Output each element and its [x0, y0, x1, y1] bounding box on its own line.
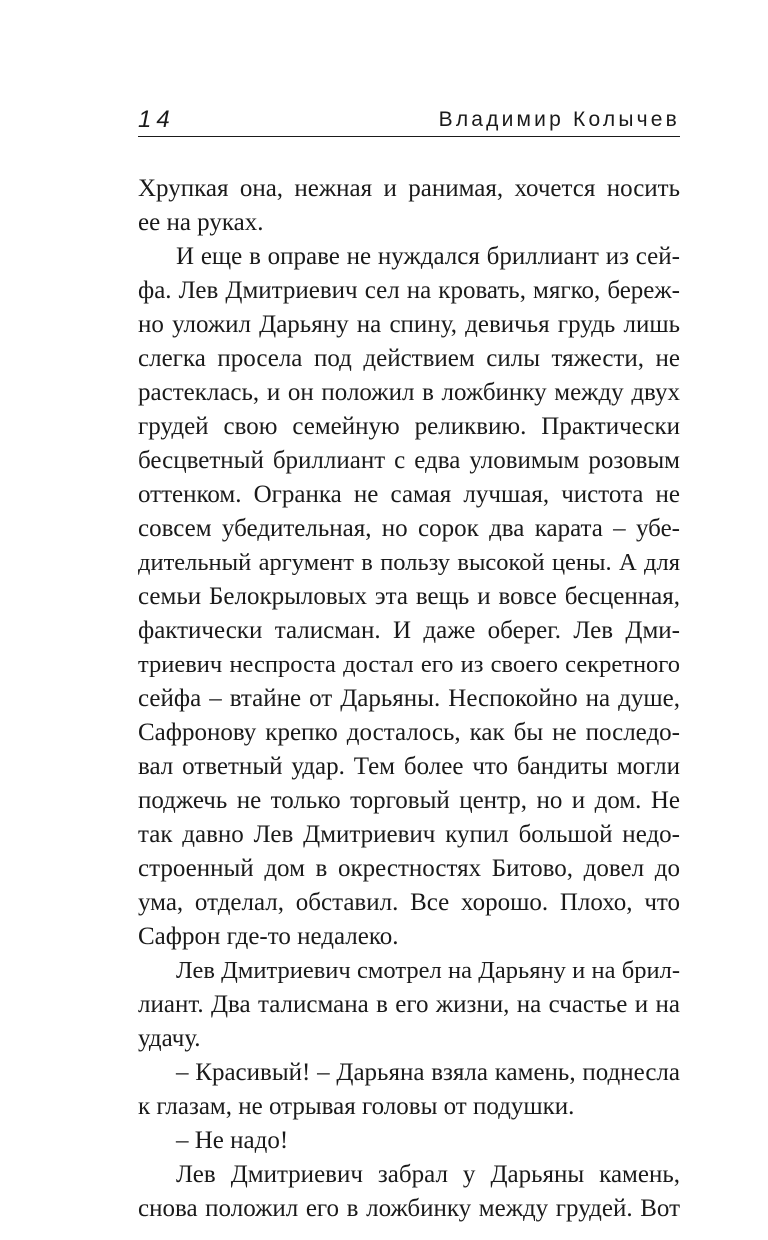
text-line: Сафронову крепко досталось, как бы не последо- — [138, 719, 680, 746]
text-line: поджечь не только торговый центр, но и дом. Не — [138, 787, 680, 814]
text-line: сейфа – втайне от Дарьяны. Неспокойно на душе, — [138, 685, 680, 712]
text-line: так давно Лев Дмитриевич купил большой недо- — [138, 821, 680, 848]
text-line: растеклась, и он положил в ложбинку между двух — [138, 379, 680, 406]
text-line: слегка просела под действием силы тяжести, не — [138, 345, 680, 372]
text-line: фа. Лев Дмитриевич сел на кровать, мягко, береж- — [138, 277, 680, 304]
text-line: – Не надо! — [176, 1127, 289, 1154]
text-line: лиант. Два талисмана в его жизни, на счастье и на — [138, 991, 680, 1018]
header-rule — [138, 136, 680, 137]
text-line: но уложил Дарьяну на спину, девичья грудь лишь — [138, 311, 680, 338]
text-line: Сафрон где-то недалеко. — [138, 923, 399, 950]
text-line: фактически талисман. И даже оберег. Лев Дми- — [138, 617, 680, 644]
page-header — [138, 106, 680, 134]
text-line: Лев Дмитриевич смотрел на Дарьяну и на брил- — [176, 957, 680, 984]
text-line: бесцветный бриллиант с едва уловимым розовым — [138, 447, 680, 474]
text-line: к глазам, не отрывая головы от подушки. — [138, 1093, 575, 1120]
text-line: совсем убедительная, но сорок два карата – убе- — [138, 515, 680, 542]
text-line: триевич неспроста достал его из своего секретного — [138, 651, 680, 678]
text-line: вал ответный удар. Тем более что бандиты могли — [138, 753, 680, 780]
text-line: грудей свою семейную реликвию. Практически — [138, 413, 680, 440]
text-line: ее на руках. — [138, 209, 264, 236]
body-text — [138, 172, 680, 1226]
running-head-author: Владимир Колычев — [438, 108, 680, 131]
text-line: снова положил его в ложбинку между грудей. Вот — [138, 1195, 680, 1222]
text-line: дительный аргумент в пользу высокой цены. А для — [138, 549, 680, 576]
text-line: И еще в оправе не нуждался бриллиант из сей- — [176, 243, 680, 270]
text-line: Лев Дмитриевич забрал у Дарьяны камень, — [176, 1161, 680, 1188]
text-line: строенный дом в окрестностях Битово, довел до — [138, 855, 680, 882]
text-line: ума, отделал, обставил. Все хорошо. Плохо, что — [138, 889, 680, 916]
text-line: – Красивый! – Дарьяна взяла камень, поднесла — [176, 1059, 680, 1086]
page-number: 14 — [138, 106, 175, 133]
text-line: Хрупкая она, нежная и ранимая, хочется носить — [138, 175, 680, 202]
text-line: оттенком. Огранка не самая лучшая, чистота не — [138, 481, 680, 508]
text-line: удачу. — [138, 1025, 201, 1052]
text-line: семьи Белокрыловых эта вещь и вовсе бесценная, — [138, 583, 680, 610]
